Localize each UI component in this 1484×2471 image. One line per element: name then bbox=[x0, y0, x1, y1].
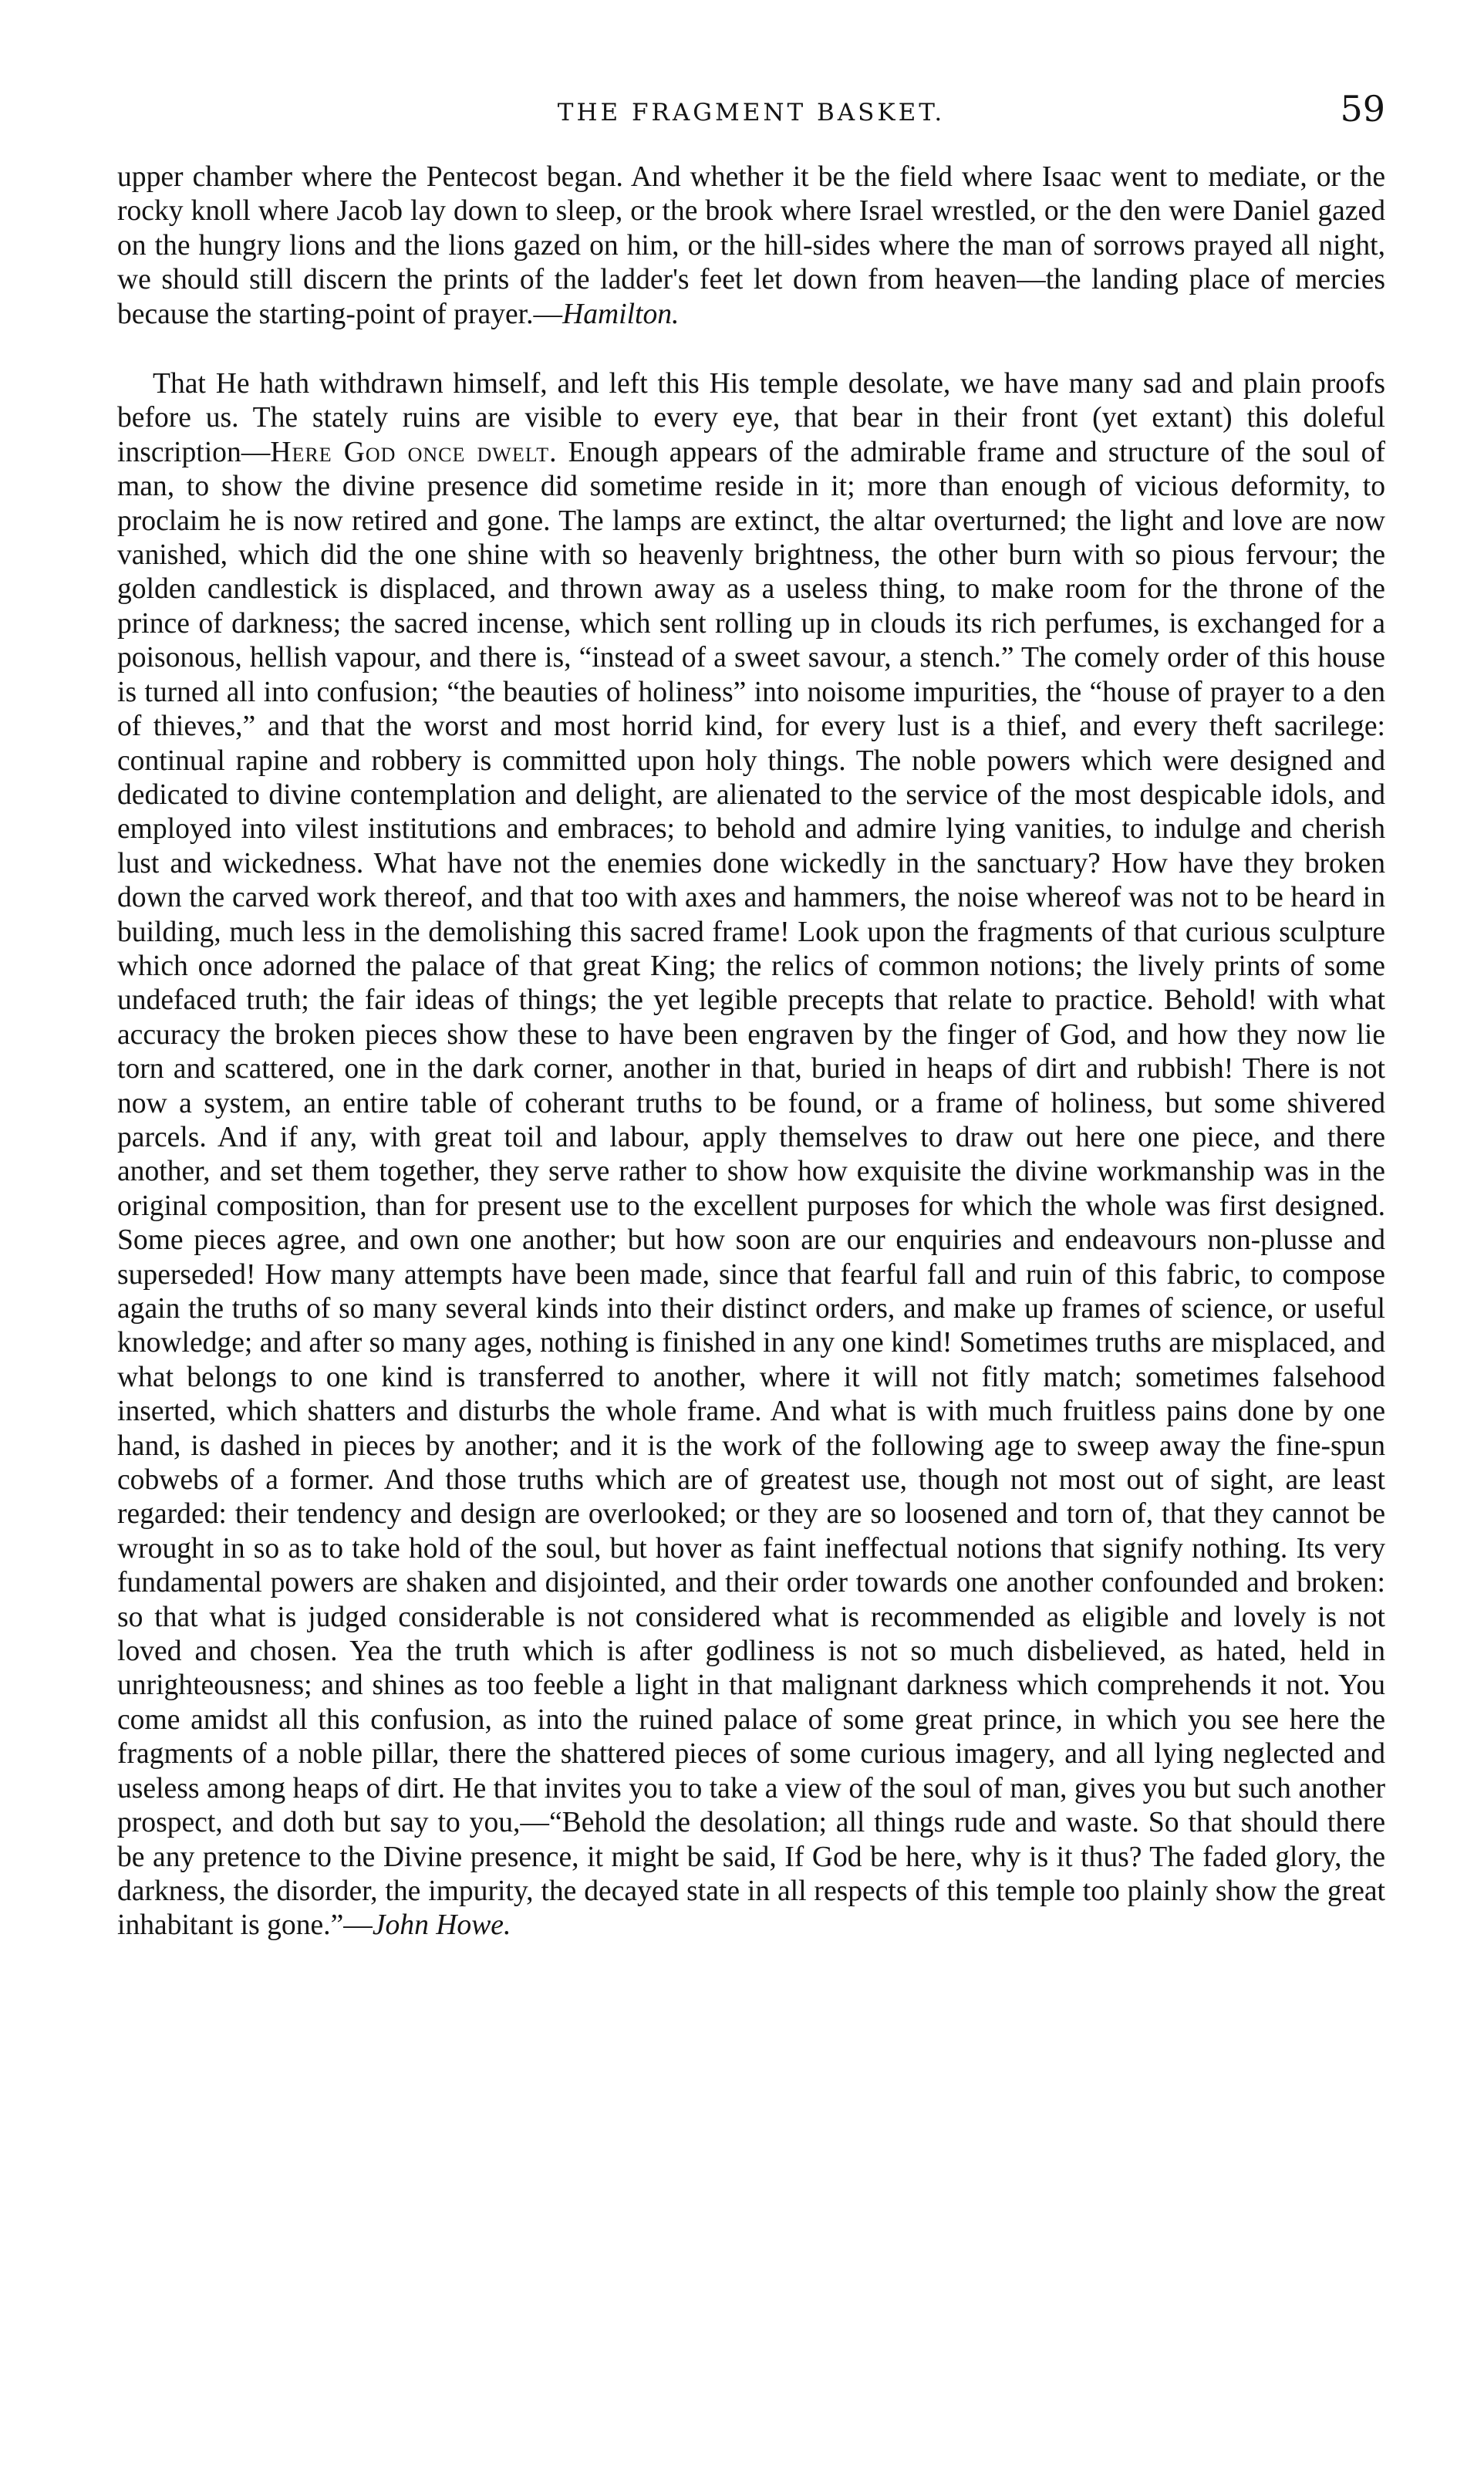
running-header bbox=[117, 85, 1385, 139]
attribution-howe: John Howe. bbox=[372, 1909, 511, 1942]
passage-howe-part2: Enough appears of the admirable frame and structure of the soul of man, to show the divine presence did sometime reside in it; more than enough of vicious deformity, to proclaim he is now retired and gone. The lamps are extinct, the altar overturned; the light and love are now vanished, which did the one shine with so heavenly brightness, the other burn with so pious fervour; the golden candlestick is displaced, and thrown away as a useless thing, to make room for the throne of the prince of darkness; the sacred incense, which sent rolling up in clouds its rich perfumes, is exchanged for a poisonous, hellish vapour, and there is, “instead of a sweet savour, a stench.” The comely order of this house is turned all into confusion; “the beauties of holiness” into noisome impurities, the “house of prayer to a den of thieves,” and that the worst and most horrid kind, for every lust is a thief, and every theft sacrilege: continual rapine and robbery is committed upon holy things. The noble powers which were designed and dedicated to divine contemplation and delight, are alienated to the service of the most despicable idols, and employed into vilest institutions and embraces; to behold and admire lying vanities, to indulge and cherish lust and wickedness. What have not the enemies done wickedly in the sanctuary? How have they broken down the carved work thereof, and that too with axes and hammers, the noise whereof was not to be heard in building, much less in the demolishing this sacred frame! Look upon the fragments of that curious sculpture which once adorned the palace of that great King; the relics of common notions; the lively prints of some undefaced truth; the fair ideas of things; the yet legible precepts that relate to practice. Behold! with what accuracy the broken pieces show these to have been engraven by the finger of God, and how they now lie torn and scattered, one in the dark corner, another in that, buried in heaps of dirt and rubbish! There is not now a system, an entire table of coherant truths to be found, or a frame of holiness, but some shivered parcels. And if any, with great toil and labour, apply themselves to draw out here one piece, and there another, and set them together, they serve rather to show how exquisite the divine workmanship was in the original composition, than for present use to the excellent purposes for which the whole was first designed. Some pieces agree, and own one another; but how soon are our enquiries and endeavours non-plusse and superseded! How many attempts have been made, since that fearful fall and ruin of this fabric, to compose again the truths of so many several kinds into their distinct orders, and make up frames of science, or useful knowledge; and after so many ages, nothing is finished in any one kind! Sometimes truths are misplaced, and what belongs to one kind is transferred to another, where it will not fitly match; sometimes falsehood inserted, which shatters and disturbs the whole frame. And what is with much fruitless pains done by one hand, is dashed in pieces by another; and it is the work of the following age to sweep away the fine-spun cobwebs of a former. And those truths which are of greatest use, though not most out of sight, are least regarded: their tendency and design are overlooked; or they are so loosened and torn of, that they cannot be wrought in so as to take hold of the soul, but hover as faint ineffectual notions that signify nothing. Its very fundamental powers are shaken and disjointed, and their order towards one another confounded and broken: so that what is judged considerable is not considered what is recommended as eligible and lovely is not loved and chosen. Yea the truth which is after godliness is not so much disbelieved, as hated, held in unrighteousness; and shines as too feeble a light in that malignant darkness which comprehends it not. You come amidst all this confusion, as into the ruined palace of some great prince, in which you see here the fragments of a noble pillar, there the shattered pieces of some curious imagery, and all lying neglected and useless among heaps of dirt. He that invites you to take a view of the soul of man, gives you but such another prospect, and doth but say to you,—“Behold the desolation; all things rude and waste. So that should there be any pretence to the Divine presence, it might be said, If God be here, why is it thus? The faded glory, the darkness, the disorder, the impurity, the decayed state in all respects of this temple too plainly show the great inhabitant is gone.”— bbox=[117, 436, 1385, 1942]
attribution-hamilton: Hamilton. bbox=[562, 298, 680, 330]
passage-howe-part1: That He hath withdrawn himself, and left this His temple desolate, we have many sad and plain proofs before us. The stately ruins are visible to every eye, that bear in their front (yet extant) this doleful inscription— bbox=[117, 368, 1385, 468]
passage-hamilton-body: upper chamber where the Pentecost began. And whether it be the field where Isaac went to mediate, or the rocky knoll where Jacob lay down to sleep, or the brook where Israel wrestled, or the den were Daniel gazed on the hungry lions and the lions gazed on him, or the hill-sides where the man of sorrows prayed all night, we should still discern the prints of the ladder's feet let down from heaven—the landing place of mercies because the starting-point of prayer.— bbox=[117, 161, 1385, 330]
section-gap bbox=[117, 332, 1385, 367]
inscription-text: Here God once dwelt. bbox=[270, 436, 558, 468]
running-title: THE FRAGMENT BASKET. bbox=[557, 99, 946, 127]
passage-howe bbox=[117, 367, 1385, 1943]
page-number: 59 bbox=[1340, 88, 1385, 130]
passage-hamilton bbox=[117, 160, 1385, 332]
